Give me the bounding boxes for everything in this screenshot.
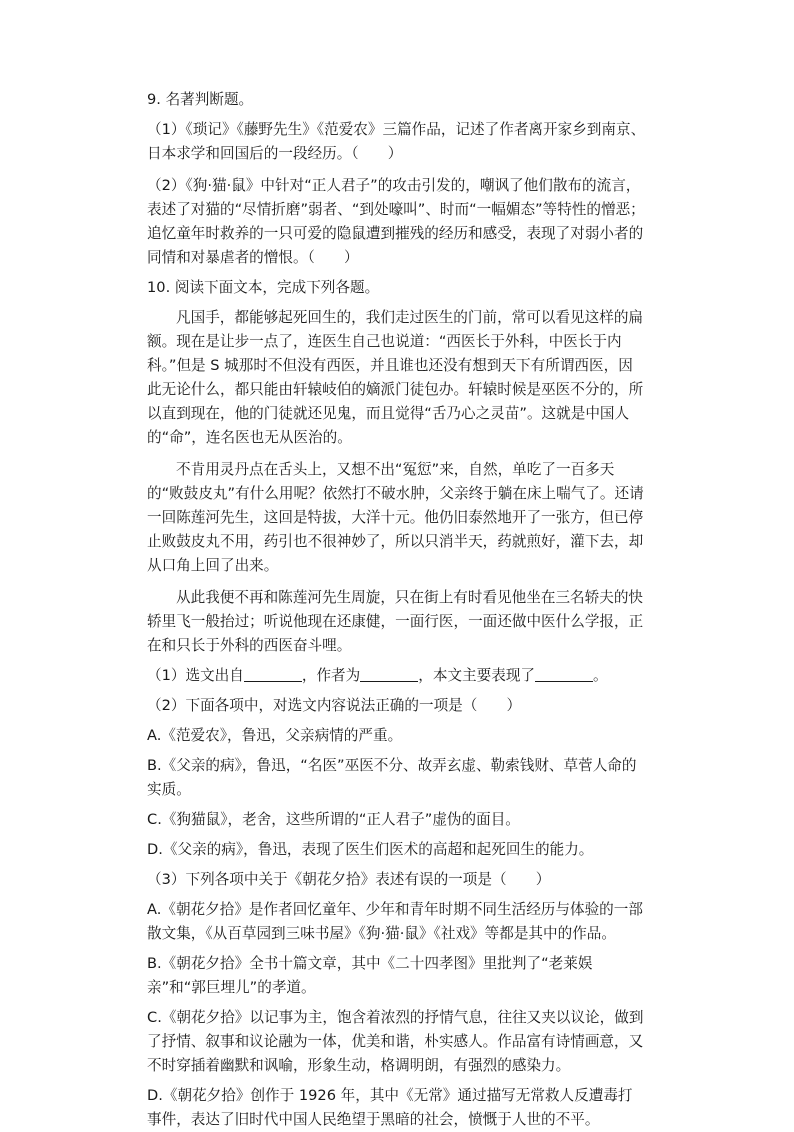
q10-sub-2-stem: （2）下面各项中，对选文内容说法正确的一项是（ ） <box>147 697 522 714</box>
passage-paragraph-1: 凡国手，都能够起死回生的，我们走过医生的门前，常可以看见这样的扁额。现在是让步一点了，连医生自己也说道：“西医长于外科，中医长于内科。”但是 S 城那时不但没有西医，并且谁也还没有想到天下有所谓西医，因此无论什么，都只能由轩辕岐伯的嫡派门徒包办。轩辕时候是巫医不分的，所以直到现在，他的门徒就还见鬼，而且觉得“舌乃心之灵苗”。这就是中国人的“命”，连名医也无从医治的。 <box>147 309 644 446</box>
sub1-prefix: （1）选文出自 <box>147 667 244 684</box>
q10-sub-1 <box>147 664 647 688</box>
sub3-option-b: B.《朝花夕拾》全书十篇文章，其中《二十四孝图》里批判了“老莱娱亲”和“郭巨埋儿”的孝道。 <box>147 955 593 996</box>
sub2-option-d: D.《父亲的病》，鲁迅，表现了医生们医术的高超和起死回生的能力。 <box>147 841 594 858</box>
passage-paragraph-2: 不肯用灵丹点在舌头上，又想不出“冤愆”来，自然，单吃了一百多天的“败鼓皮丸”有什么用呢？依然打不破水肿，父亲终于躺在床上喘气了。还请一回陈莲河先生，这回是特拔，大洋十元。他仍旧泰然地开了一张方，但已停止败鼓皮丸不用，药引也不很神妙了，所以只消半天，药就煎好，灌下去，却从口角上回了出来。 <box>147 461 644 574</box>
answer-blank-author[interactable] <box>360 667 418 682</box>
q10-sub-3-stem: （3）下列各项中关于《朝花夕拾》表述有误的一项是（ ） <box>147 871 551 888</box>
q9-item-1: （1）《琐记》《藤野先生》《范爱农》三篇作品，记述了作者离开家乡到南京、 日本求学和回国后的一段经历。（ ） <box>147 121 646 162</box>
sub3-option-a: A.《朝花夕拾》是作者回忆童年、少年和青年时期不同生活经历与体验的一部散文集，《从百草园到三味书屋》《狗·猫·鼠》《社戏》等都是其中的作品。 <box>147 901 643 942</box>
sub1-mid2: ，本文主要表现了 <box>418 667 536 684</box>
worksheet-page <box>147 88 647 1132</box>
answer-blank-source[interactable] <box>244 667 302 682</box>
sub3-option-d: D.《朝花夕拾》创作于 1926 年，其中《无常》通过描写无常救人反遭毒打事件，表达了旧时代中国人民绝望于黑暗的社会，愤慨于人世的不平。 <box>147 1087 633 1128</box>
answer-blank-theme[interactable] <box>535 667 593 682</box>
sub3-option-c: C.《朝花夕拾》以记事为主，饱含着浓烈的抒情气息，往往又夹以议论，做到了抒情、叙事和议论融为一体，优美和谐，朴实感人。作品富有诗情画意，又不时穿插着幽默和讽喻，形象生动，格调明朗，有强烈的感染力。 <box>147 1009 644 1074</box>
sub2-option-a: A.《范爱农》，鲁迅，父亲病情的严重。 <box>147 727 403 744</box>
q9-item-2: （2）《狗·猫·鼠》中针对“正人君子”的攻击引发的，嘲讽了他们散布的流言，表述了对猫的“尽情折磨”弱者、“到处嚎叫”、时而“一幅媚态”等特性的憎恶；追忆童年时救养的一只可爱的隐鼠遭到摧残的经历和感受，表现了对弱小者的同情和对暴虐者的憎恨。（ ） <box>147 177 645 266</box>
q10-title: 10. 阅读下面文本，完成下列各题。 <box>147 279 380 296</box>
sub2-option-c: C.《狗猫鼠》，老舍，这些所谓的“正人君子”虚伪的面目。 <box>147 811 520 828</box>
sub1-mid1: ，作者为 <box>301 667 361 684</box>
sub1-end: 。 <box>593 667 608 684</box>
q9-title: 9. 名著判断题。 <box>147 91 254 108</box>
passage-paragraph-3: 从此我便不再和陈莲河先生周旋，只在街上有时看见他坐在三名轿夫的快轿里飞一般抬过；听说他现在还康健，一面行医，一面还做中医什么学报，正在和只长于外科的西医奋斗哩。 <box>147 589 644 654</box>
sub2-option-b: B.《父亲的病》，鲁迅，“名医”巫医不分、故弄玄虚、勒索钱财、草菅人命的实质。 <box>147 757 637 798</box>
